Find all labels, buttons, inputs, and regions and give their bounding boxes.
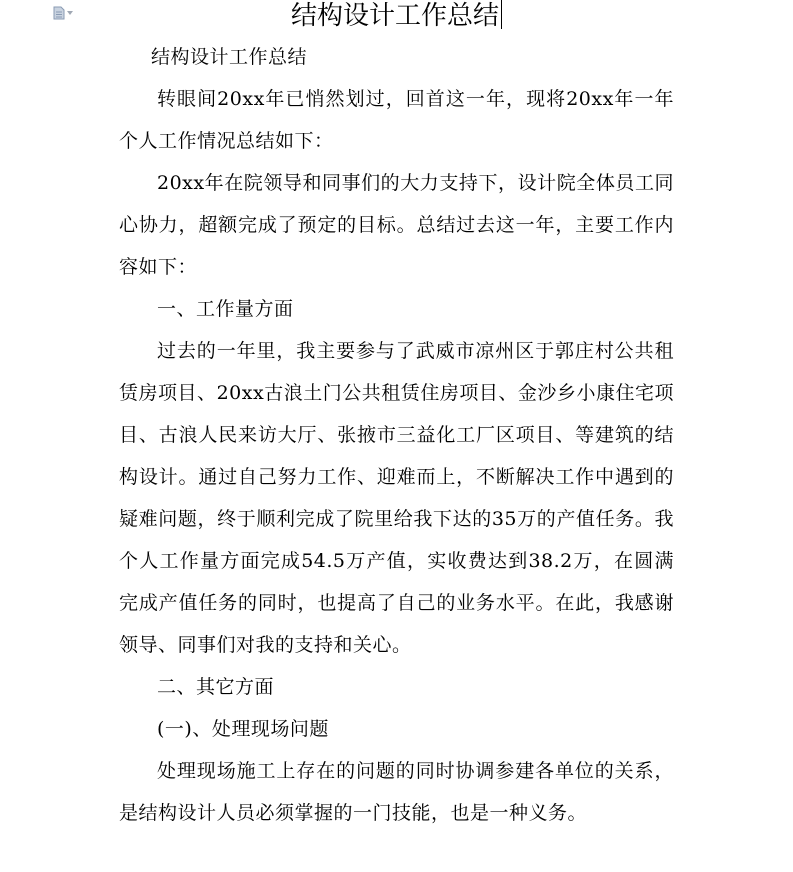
paragraph-site-issues: 处理现场施工上存在的问题的同时协调参建各单位的关系，是结构设计人员必须掌握的一门技能，也是一种义务。 [119,760,674,824]
text-cursor [501,0,502,29]
section-heading-workload: 一、工作量方面 [157,298,294,320]
paragraph-intro: 转眼间20xx年已悄然划过，回首这一年，现将20xx年一年个人工作情况总结如下： [119,88,674,152]
paragraph-workload: 过去的一年里，我主要参与了武威市凉州区于郭庄村公共租赁房项目、20xx古浪土门公共租赁住房项目、金沙乡小康住宅项目、古浪人民来访大厅、张掖市三益化工厂区项目、等建筑的结构设计。通过自己努力工作、迎难而上，不断解决工作中遇到的疑难问题，终于顺利完成了院里给我下达的35万的产值任务。我个人工作量方面完成54.5万产值，实收费达到38.2万，在圆满完成产值任务的同时，也提高了自己的业务水平。在此，我感谢领导、同事们对我的支持和关心。 [119,340,674,656]
subsection-heading-site-issues: (一)、处理现场问题 [157,718,329,740]
document-body[interactable] [119,36,674,834]
section-heading-other: 二、其它方面 [157,676,275,698]
page-title-text: 结构设计工作总结 [290,1,499,31]
page-title[interactable] [0,0,793,34]
paragraph-overview: 20xx年在院领导和同事们的大力支持下，设计院全体员工同心协力，超额完成了预定的目标。总结过去这一年，主要工作内容如下： [119,172,674,278]
paragraph-subtitle: 结构设计工作总结 [151,46,308,68]
